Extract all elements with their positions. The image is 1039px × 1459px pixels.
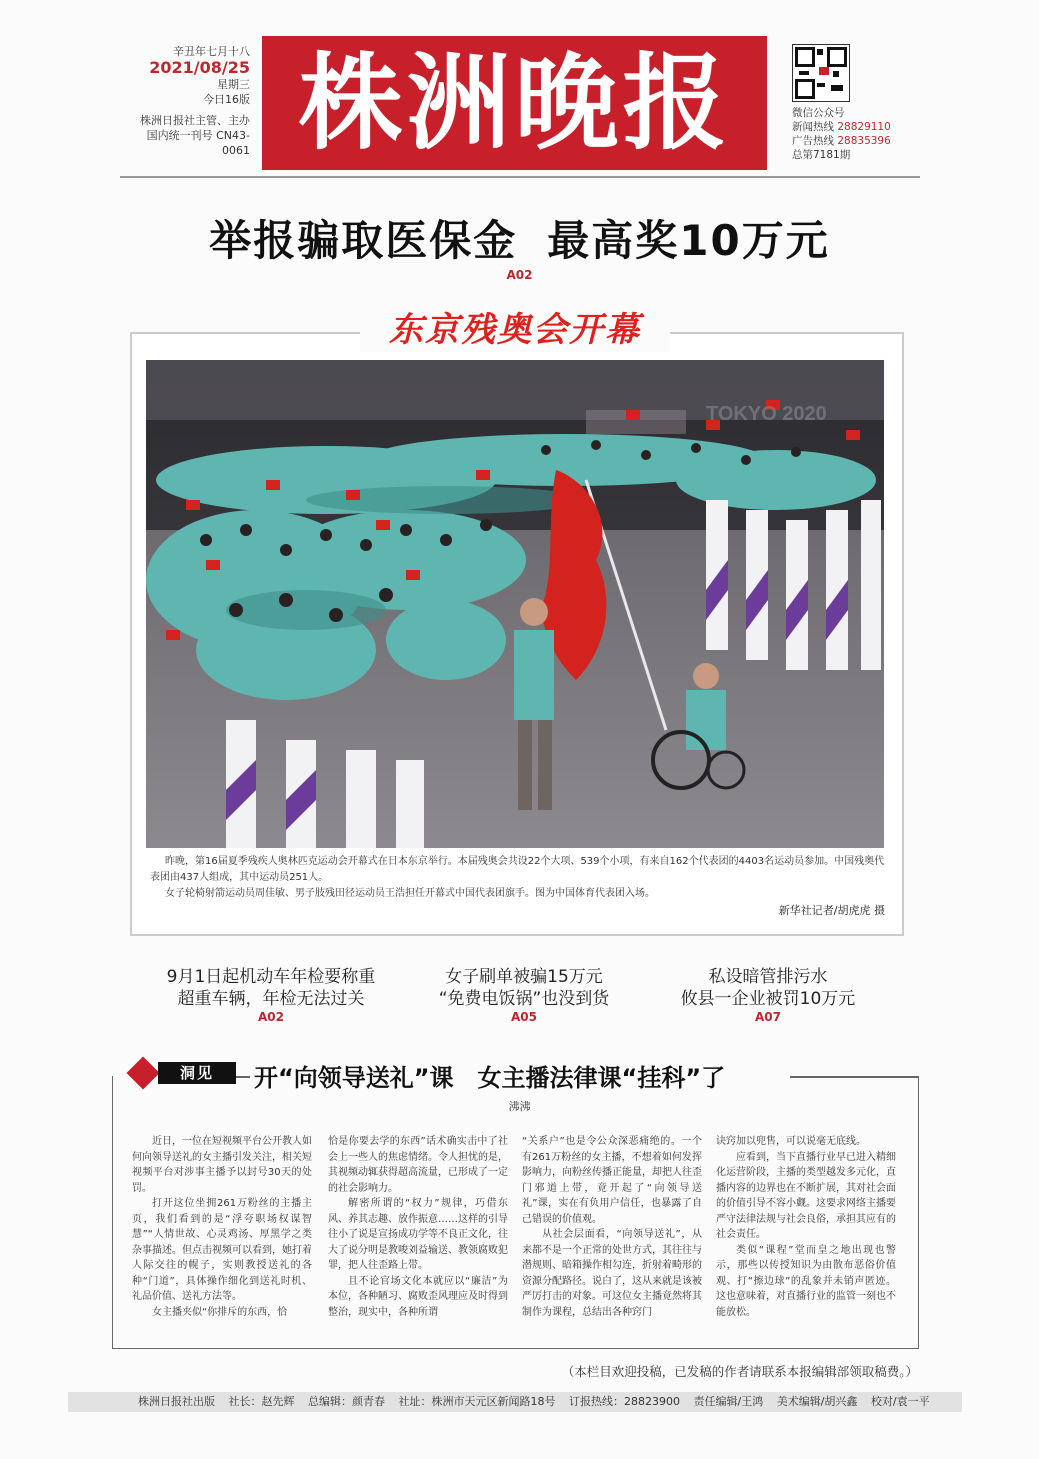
teaser-page-ref: A07 bbox=[755, 1010, 781, 1024]
photo-caption bbox=[150, 854, 885, 902]
news-hotline-label: 新闻热线 bbox=[792, 121, 834, 133]
headline-part1: 举报骗取医保金 bbox=[209, 216, 518, 265]
column-text-col2: 恰是你要去学的东西”话术确实击中了社会上一些人的焦虑情绪。令人担忧的是，其视频动辄获得超高流量，已形成了一定的社会影响力。 解密所谓的“权力”规律，巧借东风、养其志趣、放作振意……这样的引导往小了说是宣扬成功学等不良正文化，往大了说分明是教唆刘益输送、教领腐败犯罪，把人往歪路上带。 且不论官场文化本就应以“廉洁”为本位，各种陋习、腐败歪风理应及时得到整治，现实中，各种所谓 bbox=[328, 1136, 508, 1318]
news-hotline: 28829110 bbox=[837, 121, 891, 133]
issue-total: 总第7181期 bbox=[792, 149, 851, 161]
cn-number: 国内统一刊号 CN43-0061 bbox=[146, 129, 250, 157]
submission-note: （本栏目欢迎投稿，已发稿的作者请联系本报编辑部领取稿费。） bbox=[561, 1364, 918, 1379]
caption-paragraph-2: 女子轮椅射箭运动员周佳敏、男子肢残田径运动员王浩担任开幕式中国代表团旗手。图为中国体育代表团入场。 bbox=[165, 888, 655, 899]
svg-text:TOKYO 2020: TOKYO 2020 bbox=[706, 403, 827, 425]
issue-date: 2021/08/25 bbox=[149, 58, 250, 77]
parade-photo-illustration bbox=[146, 360, 884, 848]
teaser-page-ref: A05 bbox=[511, 1010, 537, 1024]
headline-page-ref[interactable]: A02 bbox=[506, 268, 533, 282]
teaser-page-ref: A02 bbox=[258, 1010, 284, 1024]
column-tag-label: 洞见 bbox=[158, 1062, 236, 1084]
diamond-icon bbox=[126, 1056, 159, 1089]
qr-code-icon bbox=[792, 44, 850, 102]
page-count: 今日16版 bbox=[203, 93, 250, 106]
column-title[interactable]: 开“向领导送礼”课 女主播法律课“挂科”了 bbox=[254, 1064, 726, 1092]
teaser-line1: 私设暗管排污水 bbox=[708, 967, 828, 987]
ad-hotline: 28835396 bbox=[837, 135, 891, 147]
footer-proofreader: 校对/袁一平 bbox=[870, 1395, 930, 1408]
footer-responsible-editor: 责任编辑/王鸿 bbox=[693, 1395, 764, 1408]
column-tag bbox=[128, 1058, 236, 1088]
masthead-rule bbox=[120, 176, 920, 178]
masthead-left bbox=[120, 44, 250, 158]
teaser-line2: 超重车辆，年检无法过关 bbox=[177, 989, 365, 1009]
teaser-pollution[interactable] bbox=[618, 966, 918, 1024]
footer-art-editor: 美术编辑/胡兴鑫 bbox=[776, 1395, 858, 1408]
column-frame-top-right bbox=[790, 1076, 918, 1078]
footer-president: 社长：赵先辉 bbox=[228, 1395, 295, 1408]
photo-credit: 新华社记者/胡虎虎 摄 bbox=[778, 904, 885, 917]
teaser-line1: 女子刷单被骗15万元 bbox=[445, 967, 603, 987]
sponsor: 株洲日报社主管、主办 bbox=[140, 114, 250, 127]
headline-part2: 最高奖10万元 bbox=[547, 216, 830, 265]
column-text-col4: 诀窍加以兜售，可以说毫无底线。 应看到，当下直播行业早已进入精细化运营阶段，主播的类型越发多元化，直播内容的边界也在不断扩展，其对社会面的价值引导不容小觑。这要求网络主播要严守法律法规与社会良俗，承担其应有的社会责任。 类似“课程”堂而皇之地出现也警示，那些以传授知识为由散布恶俗价值观、打“擦边球”的乱象并未销声匿迹。这也意味着，对直播行业的监管一刻也不能放松。 bbox=[716, 1136, 896, 1318]
footer-subscribe: 订报热线：28823900 bbox=[569, 1395, 680, 1408]
footer-editor-in-chief: 总编辑：颜青春 bbox=[308, 1395, 385, 1408]
column-text-col1: 近日，一位在短视频平台公开教人如何向领导送礼的女主播引发关注，相关短视频平台对涉事主播予以封号30天的处罚。 打开这位坐拥261万粉丝的主播主页，我们看到的是“浮夸职场权谋智慧”“人情世故、心灵鸡汤、厚黑学之类杂事描述。但点击视频可以看到，她打着人际交往的幌子，实则教授送礼的各种“门道”，具体操作细化到送礼时机、礼品价值、送礼方法等。 女主播夹似“你排斥的东西，恰 bbox=[132, 1136, 312, 1318]
newspaper-logo: 株洲晚报 bbox=[262, 36, 767, 170]
weekday: 星期三 bbox=[217, 78, 250, 91]
column-text-col3: “关系户”也是令公众深恶痛绝的。一个有261万粉丝的女主播，不想着如何发挥影响力，向粉丝传播正能量，却把人往歪门邪道上带，竟开起了“向领导送礼”课，实在有负用户信任，也暴露了自己错误的价值观。 从社会层面看，“向领导送礼”，从来都不是一个正常的处世方式，其往往与潜规则、暗箱操作相勾连，折射着畸形的资源分配路径。说白了，这从来就是该被严厉打击的对象。可这位女主播竟然将其制作为课程，总结出各种窍门 bbox=[522, 1136, 702, 1318]
main-headline[interactable] bbox=[0, 208, 1039, 268]
teaser-line2: “免费电饭锅”也没到货 bbox=[438, 989, 610, 1009]
ad-hotline-label: 广告热线 bbox=[792, 135, 834, 147]
feature-photo[interactable] bbox=[146, 360, 884, 848]
column-author: 沸沸 bbox=[508, 1100, 531, 1113]
teaser-line2: 攸县一企业被罚10万元 bbox=[680, 989, 856, 1009]
column-rule-left bbox=[236, 1076, 250, 1078]
footer-address: 社址：株洲市天元区新闻路18号 bbox=[398, 1395, 556, 1408]
caption-paragraph-1: 昨晚，第16届夏季残疾人奥林匹克运动会开幕式在日本东京举行。本届残奥会共设22个大项、539个小项，有来自162个代表团的4403名运动员参加。中国残奥代表团由437人组成，其中运动员251人。 bbox=[150, 856, 885, 883]
footer-bar bbox=[68, 1392, 962, 1412]
masthead-right bbox=[792, 106, 932, 162]
wechat-label: 微信公众号 bbox=[792, 107, 845, 119]
teaser-line1: 9月1日起机动车年检要称重 bbox=[166, 967, 376, 987]
lunar-date: 辛丑年七月十八 bbox=[173, 45, 250, 58]
feature-banner: 东京残奥会开幕 bbox=[360, 308, 670, 352]
footer-publisher: 株洲日报社出版 bbox=[138, 1395, 215, 1408]
